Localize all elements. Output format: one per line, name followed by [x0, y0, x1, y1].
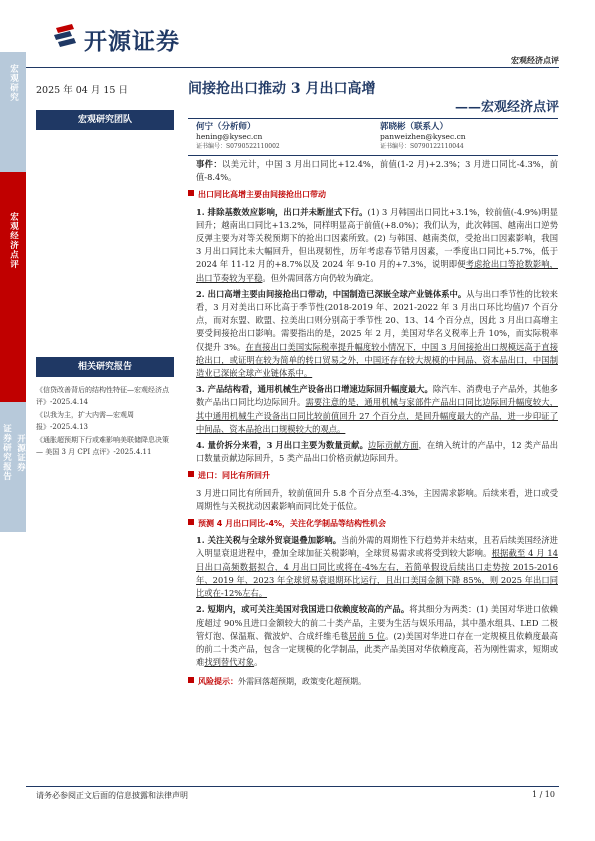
header-divider — [26, 67, 559, 68]
section-heading: 进口：同比有所回升 — [188, 469, 558, 482]
paragraph: 2. 出口高增主要由间接抢出口带动，中国制造已深嵌全球产业链体系中。从与出口季节性的比较来看，3 月对美出口环比高于季节性(2018-2019 年、2021-2022 年 3 月出口环比均值)7 个百分点，而对东盟、欧盟、拉美出口则分别高于季节性 20、13、14 个百分点，因此 3 月出口高增主要受间接抢出口影响。需要指出的是，2025 年 2 月，美国对华名义税率上升 10%，而实际税率仅提升 3%。在直接出口美国实际税率提升幅度较小情况下，中国 3 月间接抢出口规模远高于直接抢出口，或证明在较为简单的转口贸易之外，中国还存在较大规模的中间品、资本品出口，中国制造业已深嵌全球产业链体系中。 — [196, 288, 558, 379]
sidebar-label-top: 宏观研究 — [8, 64, 19, 102]
event-text: 以美元计，中国 3 月出口同比+12.4%，前值(1-2 月)+2.3%；3 月进口同比-4.3%，前值-8.4%。 — [196, 159, 558, 183]
section-bullet-icon — [188, 677, 194, 683]
page-number: 1 / 10 — [531, 790, 555, 799]
event-paragraph — [196, 158, 558, 184]
paragraph: 3 月进口同比有所回升，较前值回升 5.8 个百分点至-4.3%，主因需求影响。后续来看，进口或受周期性与关税扰动因素影响而同比处于低位。 — [196, 487, 558, 511]
team-heading: 宏观研究团队 — [36, 110, 174, 130]
report-date: 2025 年 04 月 15 日 — [36, 85, 128, 96]
paragraph: 2. 短期内，或可关注美国对我国进口依赖度较高的产品。将其细分为两类：(1) 美国对华进口依赖度超过 90%且进口金额较大的前二十类产品，主要为生活与娱乐用品，其中墨水组具、LED 二极管灯泡、保温瓶、微波炉、合成纤维毛毯居前 5 位。(2)美国对华进口存在一定规模且依赖度最高的前二十类产品，包含一定规模的化学制品，此类产品美国对华依赖度高，若为刚性需求，短期或难找到替代对象。 — [196, 604, 558, 668]
paragraph: 1. 关注关税与全球外贸衰退叠加影响。当前外需的周期性下行趋势并未结束，且若后续美国经济进入明显衰退进程中，叠加全球加征关税影响，全球贸易需求或将受到较大影响。根据截至 4 月 14 日出口高频数据拟合，4 月出口同比或将在-4%左右，若简单假设后续出口走势按 2015-2016 年、2019 年、2023 年全球贸易衰退期环比运行，且出口美国金额下降 85%，则 2025 年出口同比或在-12%左右。 — [196, 535, 558, 599]
analyst-divider-top — [188, 118, 558, 119]
sidebar-section-macro — [0, 52, 26, 172]
sidebar-label-report: 证券研究报告 — [1, 424, 12, 481]
analyst-card — [196, 122, 280, 152]
risk-warning: 风险提示：外需回落超预期，政策变化超预期。 — [188, 675, 558, 688]
section-bullet-icon — [188, 471, 194, 477]
related-report-link[interactable]: 《通胀超预期下行或难影响美联储降息决策 — 美国 3 月 CPI 点评》-2025.4.11 — [36, 436, 169, 456]
sidebar-label-brand: 开源证券 — [15, 433, 26, 472]
footer-disclaimer: 请务必参阅正文后面的信息披露和法律声明 — [36, 791, 188, 800]
page-title: 间接抢出口推动 3 月出口高增 — [188, 81, 376, 97]
related-report-link[interactable]: 《信贷改善背后的结构性特征—宏观经济点评》-2025.4.14 — [36, 386, 169, 406]
related-reports-list — [36, 384, 178, 459]
logo-icon — [52, 20, 82, 50]
paragraph: 3. 产品结构看，通用机械生产设备出口增速边际回升幅度最大。除汽车、消费电子产品外，其他多数产品出口同比均边际回升。需要注意的是，通用机械与家部件产品出口同比边际回升幅度较大，其中通用机械生产设备出口同比较前值回升 27 个百分点，是回升幅度最大的产品，进一步印证了中间品、资本品抢出口规模较大的观点。 — [196, 384, 558, 434]
sidebar-section-report-type — [0, 172, 26, 402]
event-label: 事件： — [196, 159, 223, 169]
related-report-link[interactable]: 《以我为主，扩大内需—宏观周报》-2025.4.13 — [36, 411, 134, 431]
analyst-name: 郭晓彬（联系人） — [380, 122, 449, 132]
section-bullet-icon — [188, 190, 194, 196]
analyst-email[interactable]: panweizhen@kysec.cn — [380, 132, 466, 141]
footer-divider — [26, 786, 559, 787]
logo-text: 开源证券 — [84, 29, 180, 55]
analyst-cert: 证书编号：S0790522110002 — [196, 143, 280, 150]
paragraph: 4. 量价拆分来看，3 月出口主要为数量贡献。边际贡献方面，在纳入统计的产品中，12 类产品出口数量贡献边际回升，5 类产品出口价格贡献边际回升。 — [196, 440, 558, 464]
paragraph: 1. 排除基数效应影响，出口并未断崖式下行。(1) 3 月韩国出口同比+3.1%，较前值(-4.9%)明显回升；越南出口同比+13.2%，同样明显高于前值(+8.0%)；我们认为，此次韩国、越南出口逆势反弹主要为对等关税预期下的抢出口因素所致。(2) 与韩国、越南类似，受抢出口因素影响，我国 3 月出口同比未大幅回升，但出现韧性，历年考虑春节错月因素，一季度出口同比+5.7%，低于 2024 年 11-12 月的+8.7%以及 2024 年 9-10 月的+7.3%，说明即便考虑抢出口等抢数影响，出口节奏较为平稳。但外需回落方向仍较为确定。 — [196, 206, 558, 283]
analyst-card — [380, 122, 466, 152]
report-tag: 宏观经济点评 — [511, 55, 559, 65]
report-body — [196, 158, 558, 693]
page-subtitle: ——宏观经济点评 — [454, 100, 559, 115]
section-heading: 预测 4 月出口同比-4%，关注化学制品等结构性机会 — [188, 517, 558, 530]
analyst-name: 何宁（分析师） — [196, 122, 256, 132]
section-bullet-icon — [188, 519, 194, 525]
sidebar-section-bottom — [0, 402, 26, 532]
analyst-cert: 证书编号：S0790122110044 — [380, 143, 464, 150]
analyst-email[interactable]: hening@kysec.cn — [196, 132, 263, 141]
section-heading: 出口同比高增主要由间接抢出口带动 — [188, 188, 558, 201]
sidebar-label-red: 宏观经济点评 — [8, 212, 19, 269]
related-reports-heading: 相关研究报告 — [36, 357, 174, 377]
analyst-divider-bottom — [188, 155, 558, 156]
